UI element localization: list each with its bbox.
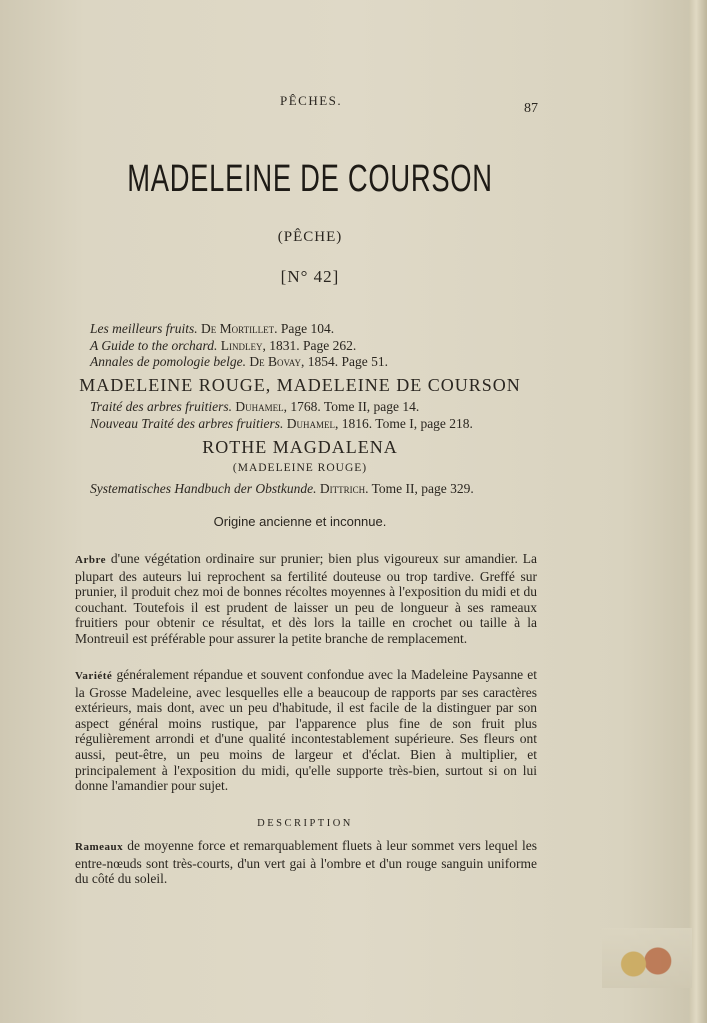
reference-detail: 1854. Page 51.: [304, 354, 388, 369]
page-edge: [689, 0, 707, 1023]
paragraph-lead: Rameaux: [75, 841, 124, 853]
reference-detail: 1831. Page 262.: [265, 338, 357, 353]
reference-source: Annales de pomologie belge.: [90, 354, 246, 369]
origin-line: Origine ancienne et inconnue.: [213, 514, 387, 529]
synonym-subheading: (MADELEINE ROUGE): [232, 462, 368, 474]
reference-source: Systematisches Handbuch der Obstkunde.: [90, 481, 317, 496]
fruit-kind: (PÊCHE): [277, 229, 343, 245]
running-head: PÊCHES.: [280, 93, 343, 108]
reference-line: [90, 354, 388, 370]
section-heading: DESCRIPTION: [257, 818, 353, 829]
reference-line: [90, 481, 474, 497]
reference-detail: Page 104.: [277, 321, 335, 336]
reference-author: Duhamel,: [235, 399, 288, 414]
reference-line: [90, 321, 334, 337]
variety-number: [N° 42]: [280, 267, 340, 286]
page-number: 87: [524, 101, 538, 116]
paragraph-rameaux: [75, 838, 537, 887]
reference-detail: Tome II, page 329.: [368, 481, 474, 496]
reference-line: [90, 399, 419, 415]
reference-line: [90, 416, 473, 432]
reference-source: Traité des arbres fruitiers.: [90, 399, 233, 414]
synonym-heading: MADELEINE ROUGE, MADELEINE DE COURSON: [79, 375, 521, 395]
reference-detail: 1768. Tome II, page 14.: [287, 399, 420, 414]
synonym-heading: ROTHE MAGDALENA: [202, 437, 398, 457]
paragraph-text: d'une végétation ordinaire sur prunier; bien plus vigoureux sur amandier. La plupart des auteurs lui reprochent sa fertilité douteuse ou trop tardive. Greffé sur prunier, il produit chez moi de bonnes récoltes moyennes à l'exposition du midi et du couchant. Toutefois il est prudent de laisser un peu de longueur à ses rameaux fruitiers pour obtenir ce résultat, et dès lors la taille en crochet ou taille à la Montreuil est préférable pour assurer la petite branche de remplacement.: [75, 551, 537, 646]
reference-author: De Mortillet.: [201, 321, 278, 336]
reference-source: A Guide to the orchard.: [90, 338, 218, 353]
reference-author: Lindley,: [220, 338, 266, 353]
paragraph-text: généralement répandue et souvent confondue avec la Madeleine Paysanne et la Grosse Madeleine, avec lesquelles elle a beaucoup de rapports par ses caractères extérieurs, mais dont, avec un peu d'habitude, il est facile de la distinguer par son aspect général moins rustique, par l'apparence plus fine de son fruit plus régulièrement arrondi et d'une qualité incontestablement supérieure. Ses fleurs ont aussi, peut-être, un peu moins de largeur et d'éclat. Bien à multiplier, et principalement à l'exposition du midi, qu'elle supporte très-bien, surtout si on lui donne l'amandier pour sujet.: [75, 667, 537, 794]
fruit-thumbnail: [602, 928, 692, 988]
reference-detail: 1816. Tome I, page 218.: [338, 416, 473, 431]
paragraph-arbre: [75, 551, 537, 647]
reference-source: Les meilleurs fruits.: [90, 321, 198, 336]
reference-source: Nouveau Traité des arbres fruitiers.: [90, 416, 284, 431]
reference-line: [90, 338, 356, 354]
paragraph-text: de moyenne force et remarquablement fluets à leur sommet vers lequel les entre-nœuds sont très-courts, d'un vert gai à l'ombre et d'un rouge sanguin uniforme du côté du soleil.: [75, 838, 537, 887]
reference-author: Duhamel,: [286, 416, 339, 431]
reference-author: De Bovay,: [249, 354, 305, 369]
paragraph-variete: [75, 667, 537, 794]
paragraph-lead: Arbre: [75, 554, 107, 566]
reference-author: Dittrich.: [319, 481, 369, 496]
page-title: MADELEINE DE COURSON: [127, 158, 493, 200]
paragraph-lead: Variété: [75, 670, 113, 682]
